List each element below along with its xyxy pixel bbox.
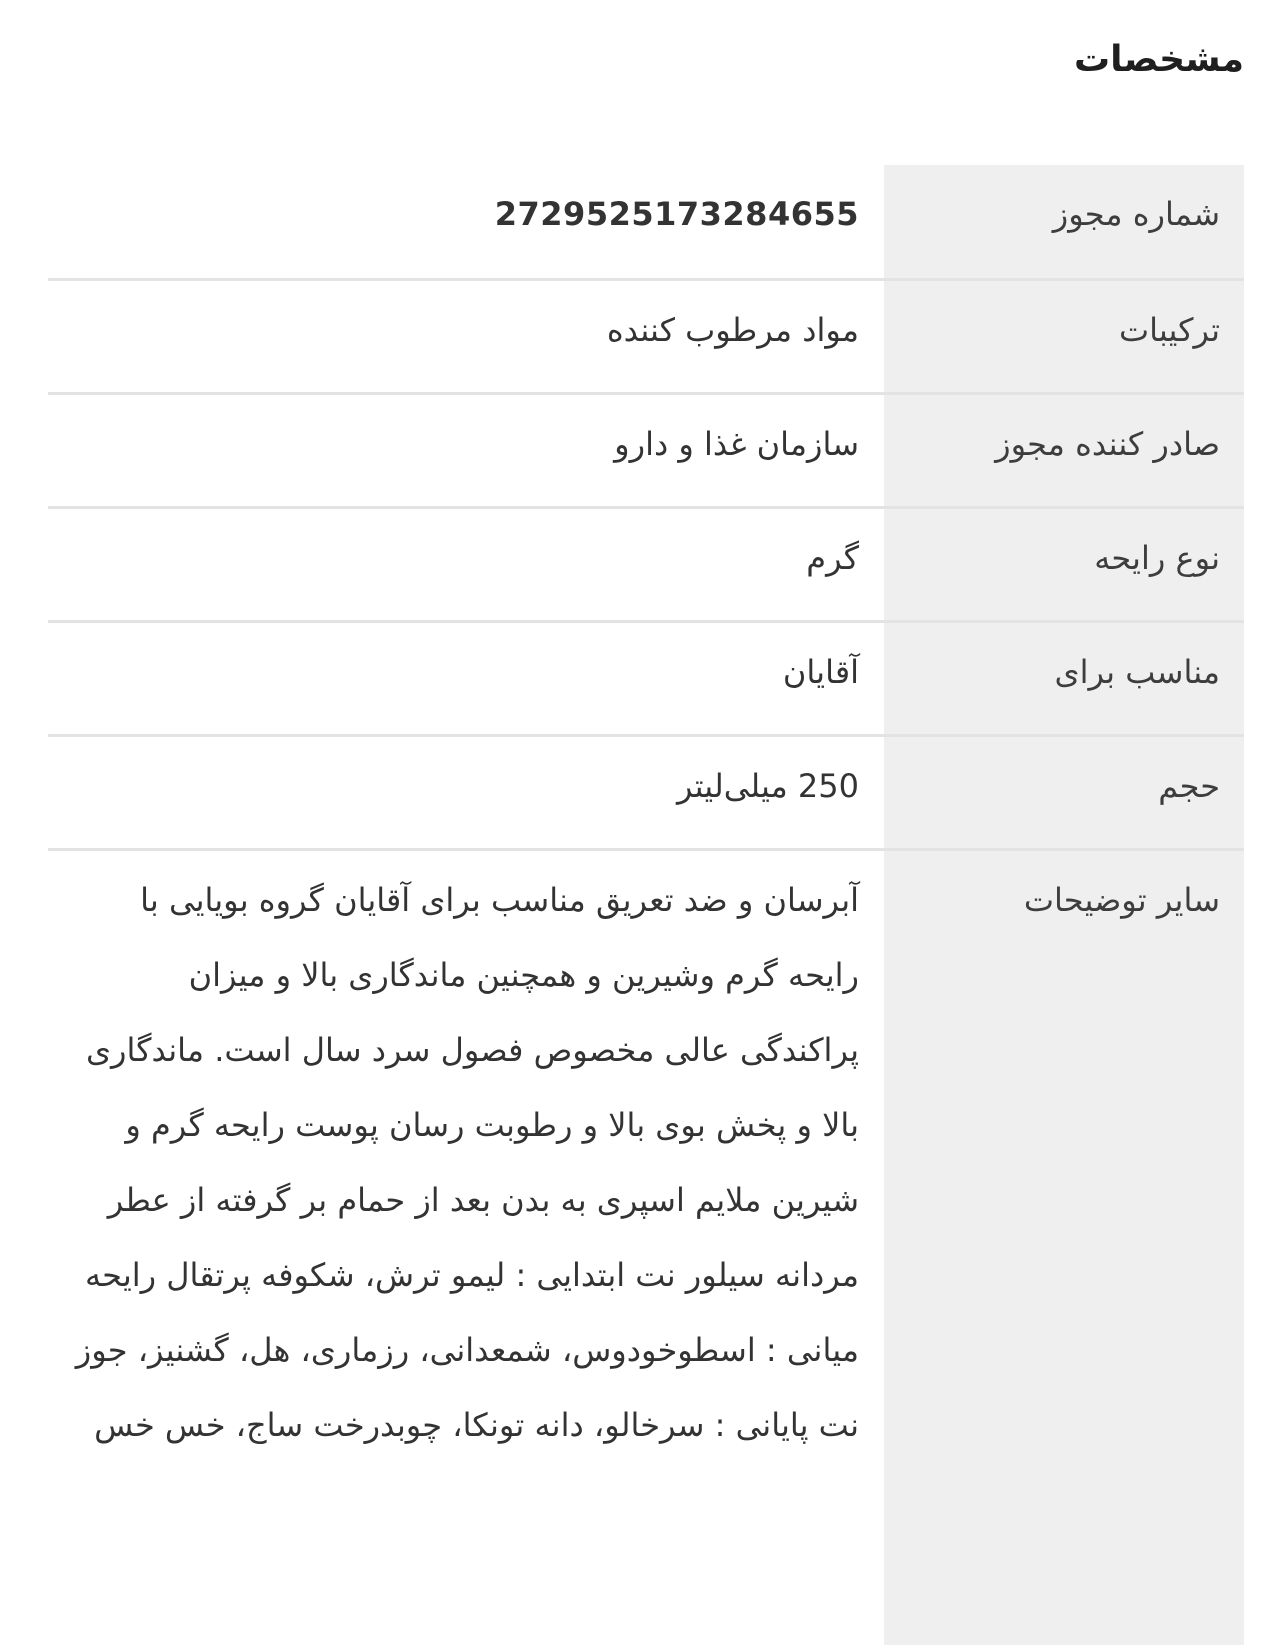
spec-label: صادر کننده مجوز [884, 393, 1244, 507]
spec-value: 2729525173284655 [48, 165, 884, 279]
spec-value: سازمان غذا و دارو [48, 393, 884, 507]
specs-table [48, 165, 1244, 1645]
spec-row-other-description [48, 849, 1244, 1645]
spec-row-license-issuer [48, 393, 1244, 507]
spec-row-ingredients [48, 279, 1244, 393]
spec-label: حجم [884, 735, 1244, 849]
description-text: آبرسان و ضد تعریق مناسب برای آقایان گروه بویایی با رایحه گرم وشیرین و همچنین ماندگاری بالا و میزان پراکندگی عالی مخصوص فصول سرد سال است. ماندگاری بالا و پخش بوی بالا و رطوبت رسان پوست رایحه گرم و شیرین ملایم اسپری به بدن بعد از حمام بر گرفته از عطر مردانه سیلور نت ابتدایی : لیمو ترش، شکوفه پرتقال رایحه میانی : اسطوخودوس، شمعدانی، رزماری، هل، گشنیز، جوز نت پایانی : سرخالو، دانه تونکا، چوبدرخت ساج، خس خس [75, 880, 859, 1444]
spec-value: گرم [48, 507, 884, 621]
spec-label: مناسب برای [884, 621, 1244, 735]
spec-value [48, 849, 884, 1645]
spec-row-license-number [48, 165, 1244, 279]
spec-label: نوع رایحه [884, 507, 1244, 621]
spec-row-suitable-for [48, 621, 1244, 735]
spec-label: ترکیبات [884, 279, 1244, 393]
spec-value: مواد مرطوب کننده [48, 279, 884, 393]
page-title: مشخصات [1073, 39, 1244, 80]
spec-value: آقایان [48, 621, 884, 735]
spec-row-scent-type [48, 507, 1244, 621]
spec-row-volume [48, 735, 1244, 849]
spec-label: شماره مجوز [884, 165, 1244, 279]
spec-label: سایر توضیحات [884, 849, 1244, 1645]
spec-value: 250 میلی‌لیتر [48, 735, 884, 849]
